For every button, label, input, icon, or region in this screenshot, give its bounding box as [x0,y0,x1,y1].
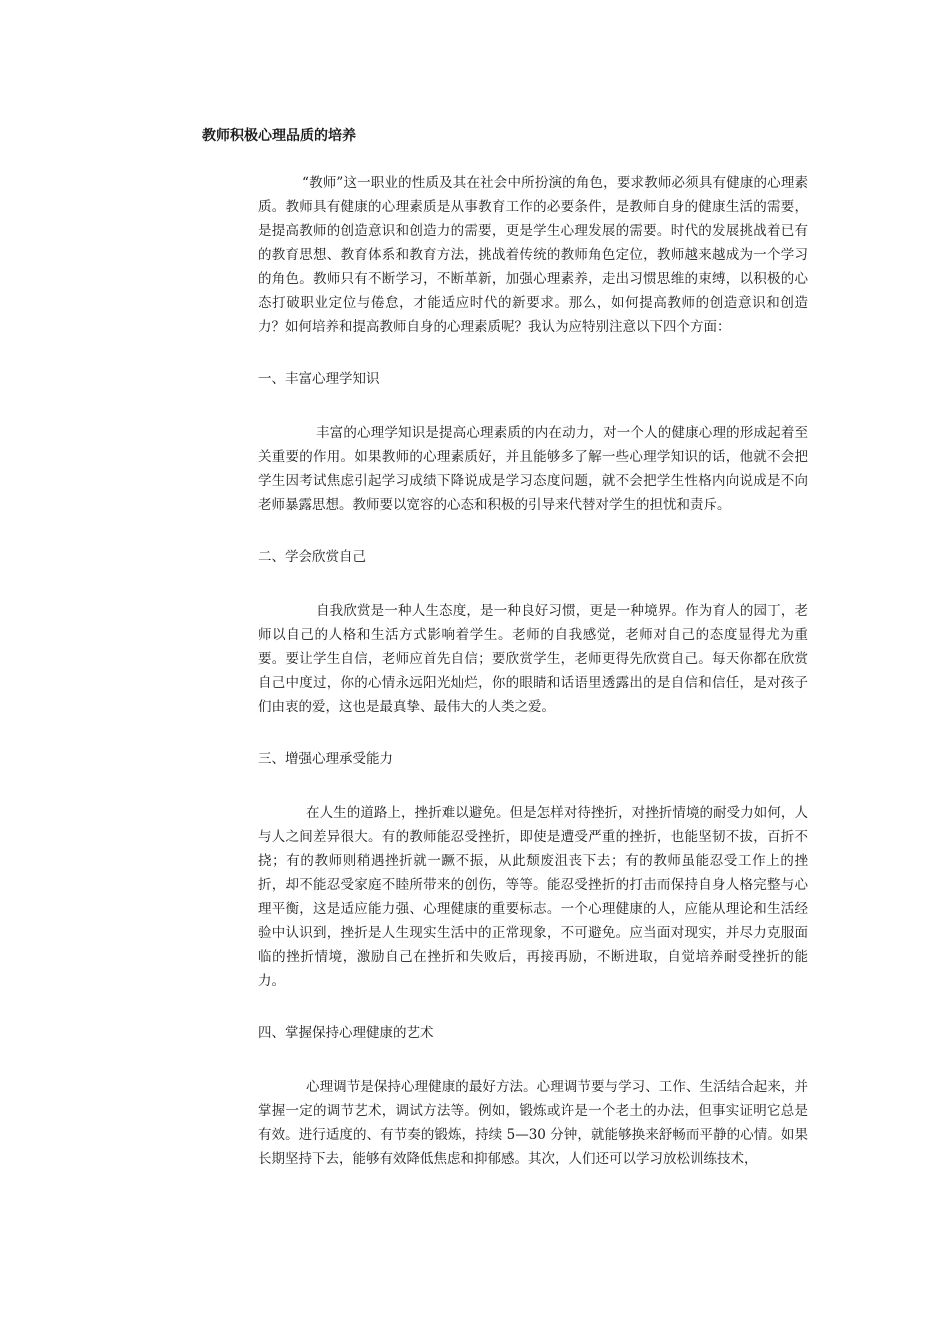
document-body [258,171,808,1171]
section-heading-1: 一、丰富心理学知识 [258,371,380,387]
section-heading-3: 三、增强心理承受能力 [258,751,393,767]
section-heading-4: 四、掌握保持心理健康的艺术 [258,1025,434,1041]
section-paragraph-2: 自我欣赏是一种人生态度，是一种良好习惯，更是一种境界。作为育人的园丁，老师以自己的人格和生活方式影响着学生。老师的自我感觉，老师对自己的态度显得尤为重要。要让学生自信，老师应首先自信；要欣赏学生，老师更得先欣赏自己。每天你都在欣赏自己中度过，你的心情永远阳光灿烂，你的眼睛和话语里透露出的是自信和信任，是对孩子们由衷的爱，这也是最真挚、最伟大的人类之爱。 [258,603,808,715]
section-paragraph-3: 在人生的道路上，挫折难以避免。但是怎样对待挫折，对挫折情境的耐受力如何，人与人之间差异很大。有的教师能忍受挫折，即使是遭受严重的挫折，也能坚韧不拔，百折不挠；有的教师则稍遇挫折就一蹶不振，从此颓废沮丧下去；有的教师虽能忍受工作上的挫折，却不能忍受家庭不睦所带来的创伤，等等。能忍受挫折的打击而保持自身人格完整与心理平衡，这是适应能力强、心理健康的重要标志。一个心理健康的人，应能从理论和生活经验中认识到，挫折是人生现实生活中的正常现象，不可避免。应当面对现实，并尽力克服面临的挫折情境，激励自己在挫折和失败后，再接再励，不断进取，自觉培养耐受挫折的能力。 [258,805,808,989]
document-title: 教师积极心理品质的培养 [202,128,356,144]
section-paragraph-1: 丰富的心理学知识是提高心理素质的内在动力，对一个人的健康心理的形成起着至关重要的作用。如果教师的心理素质好，并且能够多了解一些心理学知识的话，他就不会把学生因考试焦虑引起学习成绩下降说成是学习态度问题，就不会把学生性格内向说成是不向老师暴露思想。教师要以宽容的心态和积极的引导来代替对学生的担忧和责斥。 [258,425,808,513]
section-paragraph-4: 心理调节是保持心理健康的最好方法。心理调节要与学习、工作、生活结合起来，并掌握一定的调节艺术，调试方法等。例如，锻炼或许是一个老土的办法，但事实证明它总是有效。进行适度的、有节奏的锻炼，持续 5—30 分钟，就能够换来舒畅而平静的心情。如果长期坚持下去，能够有效降低焦虑和抑郁感。其次，人们还可以学习放松训练技术， [258,1079,808,1167]
intro-paragraph: “教师”这一职业的性质及其在社会中所扮演的角色，要求教师必须具有健康的心理素质。教师具有健康的心理素质是从事教育工作的必要条件，是教师自身的健康生活的需要，是提高教师的创造意识和创造力的需要，更是学生心理发展的需要。时代的发展挑战着已有的教育思想、教育体系和教育方法，挑战着传统的教师角色定位，教师越来越成为一个学习的角色。教师只有不断学习，不断革新，加强心理素养，走出习惯思维的束缚，以积极的心态打破职业定位与倦怠，才能适应时代的新要求。那么，如何提高教师的创造意识和创造力？如何培养和提高教师自身的心理素质呢？我认为应特别注意以下四个方面： [258,175,808,335]
section-heading-2: 二、学会欣赏自己 [258,549,366,565]
